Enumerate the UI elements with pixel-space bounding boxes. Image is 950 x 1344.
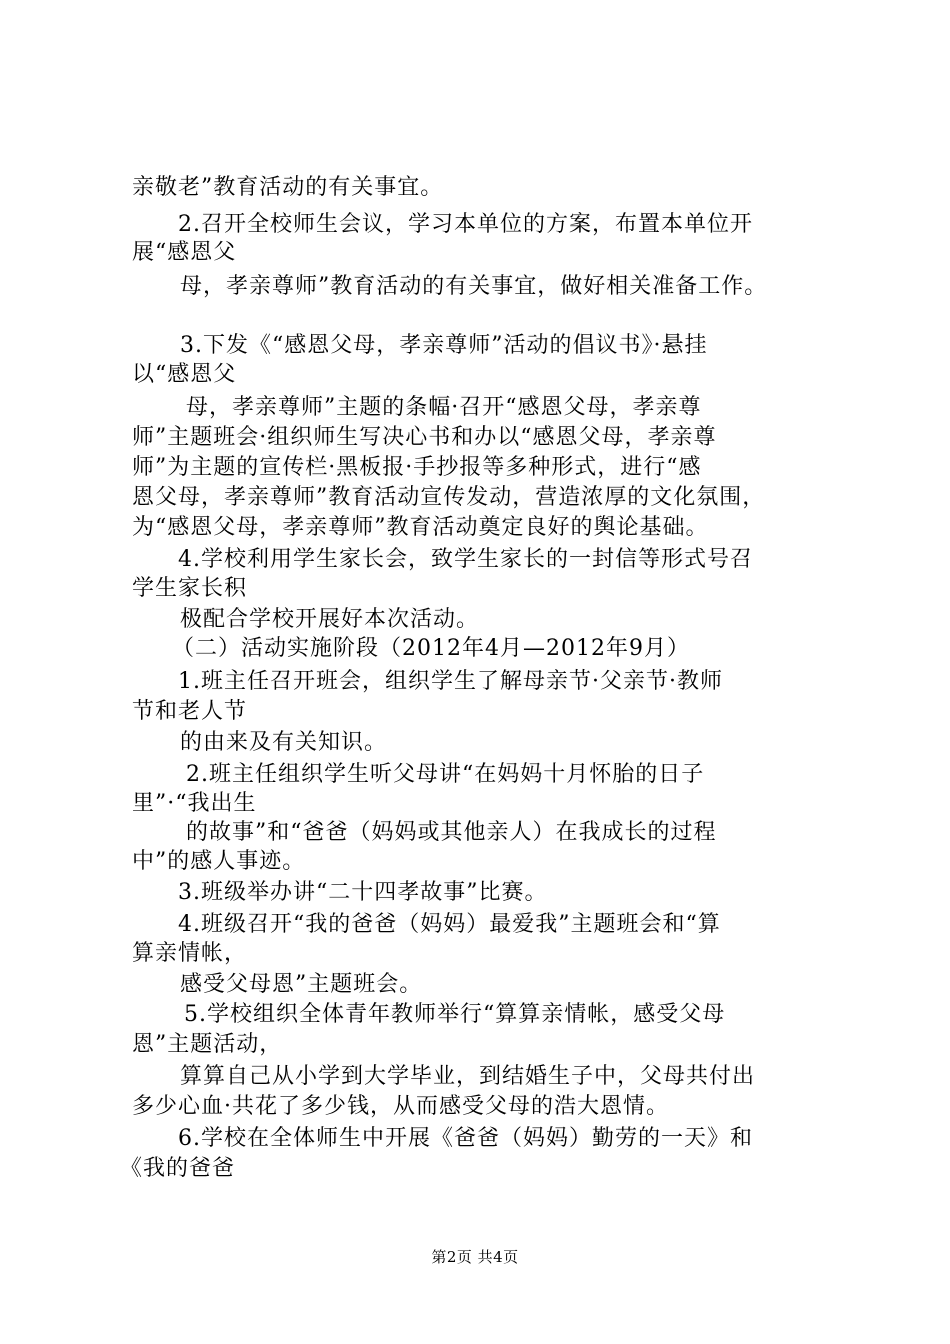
- text-line: 母，孝亲尊师”教育活动的有关事宜，做好相关准备工作。: [180, 274, 768, 299]
- text-line: 为“感恩父母，孝亲尊师”教育活动奠定良好的舆论基础。: [132, 515, 709, 540]
- text-line: 母，孝亲尊师”主题的条幅·召开“感恩父母，孝亲尊: [186, 395, 702, 420]
- text-line: 2.班主任组织学生听父母讲“在妈妈十月怀胎的日子: [186, 762, 705, 787]
- text-line: 3.班级举办讲“二十四孝故事”比赛。: [178, 880, 548, 905]
- text-line: 的故事”和“爸爸（妈妈或其他亲人）在我成长的过程: [186, 820, 717, 845]
- text-line: 节和老人节: [132, 699, 248, 724]
- text-line: 4.班级召开“我的爸爸（妈妈）最爱我”主题班会和“算: [178, 912, 721, 937]
- text-line: 恩父母，孝亲尊师”教育活动宣传发动，营造浓厚的文化氛围，: [132, 485, 766, 510]
- text-line: 极配合学校开展好本次活动。: [180, 607, 480, 632]
- text-line: 感受父母恩”主题班会。: [180, 972, 423, 997]
- text-line: 2.召开全校师生会议，学习本单位的方案，布置本单位开: [178, 212, 753, 237]
- text-line: 亲敬老”教育活动的有关事宜。: [132, 175, 444, 200]
- text-line: 算亲情帐，: [132, 941, 248, 966]
- text-line: 中”的感人事迹。: [132, 849, 306, 874]
- text-line: 3.下发《“感恩父母，孝亲尊师”活动的倡议书》·悬挂: [180, 333, 708, 358]
- text-line: 里”·“我出生: [132, 791, 257, 816]
- text-line: 5.学校组织全体青年教师举行“算算亲情帐，感受父母: [184, 1002, 726, 1027]
- text-line: 恩”主题活动，: [132, 1032, 283, 1057]
- text-line: 6.学校在全体师生中开展《爸爸（妈妈）勤劳的一天》和: [178, 1126, 753, 1151]
- text-line: 1.班主任召开班会，组织学生了解母亲节·父亲节·教师: [178, 669, 723, 694]
- text-line: 4.学校利用学生家长会，致学生家长的一封信等形式号召: [178, 547, 753, 572]
- text-line: 算算自己从小学到大学毕业，到结婚生子中，父母共付出: [180, 1064, 756, 1089]
- text-line: 以“感恩父: [132, 362, 237, 387]
- text-line: （二）活动实施阶段（2012年4月—2012年9月）: [172, 636, 690, 661]
- text-line: 师”主题班会·组织师生写决心书和办以“感恩父母，孝亲尊: [132, 425, 717, 450]
- page-footer: 第2页 共4页: [431, 1248, 519, 1266]
- text-line: 的由来及有关知识。: [180, 730, 388, 755]
- text-line: 学生家长积: [132, 576, 248, 601]
- text-line: 师”为主题的宣传栏·黑板报·手抄报等多种形式，进行“感: [132, 455, 702, 480]
- text-line: 多少心血·共花了多少钱，从而感受父母的浩大恩情。: [132, 1094, 669, 1119]
- text-line: 展“感恩父: [132, 240, 237, 265]
- text-line: 《我的爸爸: [120, 1156, 236, 1181]
